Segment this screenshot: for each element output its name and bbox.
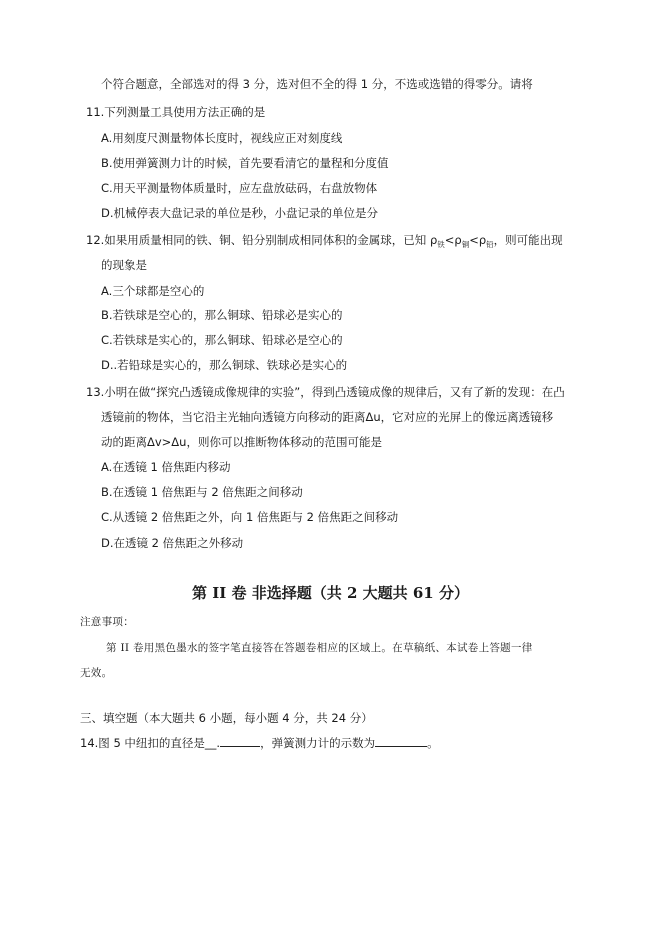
- q11-option-d: D.机械停表大盘记录的单位是秒，小盘记录的单位是分: [101, 206, 379, 220]
- q11-option-b: B.使用弹簧测力计的时候，首先要看清它的量程和分度值: [101, 156, 389, 170]
- q12-sub-copper: 铜: [461, 240, 470, 249]
- q13-option-c: C.从透镜 2 倍焦距之外，向 1 倍焦距与 2 倍焦距之间移动: [101, 510, 399, 524]
- q12-stem-line2: 的现象是: [101, 258, 147, 272]
- q12-option-a: A.三个球都是空心的: [101, 284, 205, 298]
- part3-heading: 三、填空题（本大题共 6 小题，每小题 4 分，共 24 分）: [80, 711, 373, 725]
- q14-mid: ，弹簧测力计的示数为: [260, 736, 376, 750]
- q14-blank-diameter[interactable]: [220, 734, 260, 747]
- q12-sub-lead: 铅: [486, 240, 494, 249]
- q11-option-c: C.用天平测量物体质量时，应左盘放砝码，右盘放物体: [101, 181, 378, 195]
- q14-blank1-prefix: __.: [204, 736, 221, 750]
- q13-option-d: D.在透镜 2 倍焦距之外移动: [101, 536, 244, 550]
- q13-option-a: A.在透镜 1 倍焦距内移动: [101, 460, 231, 474]
- q13-stem-line1: 13.小明在做“探究凸透镜成像规律的实验”，得到凸透镜成像的规律后，又有了新的发现：在凸: [86, 385, 565, 399]
- notice-line2: 无效。: [80, 667, 113, 679]
- q12-stem-pre: 12.如果用质量相同的铁、铜、铅分别制成相同体积的金属球，已知 ρ: [86, 233, 438, 247]
- q13-stem-line3: 动的距离Δv>Δu，则你可以推断物体移动的范围可能是: [101, 435, 382, 449]
- notice-heading: 注意事项：: [80, 616, 134, 628]
- notice-line1: 第 II 卷用黑色墨水的签字笔直接答在答题卷相应的区域上。在草稿纸、本试卷上答题一律: [106, 642, 533, 654]
- q14-end: 。: [427, 736, 439, 750]
- q12-lt-1: <ρ: [444, 233, 462, 247]
- q12-sub-iron: 铁: [437, 240, 445, 249]
- q12-stem-post: ，则可能出现: [493, 233, 563, 247]
- intro-line: 个符合题意，全部选对的得 3 分，选对但不全的得 1 分，不选或选错的得零分。请将: [101, 77, 533, 91]
- q14-blank-force[interactable]: [375, 734, 427, 747]
- q12-stem: [86, 232, 563, 250]
- q12-option-d: D..若铅球是实心的，那么铜球、铁球必是实心的: [101, 358, 348, 372]
- q12-option-c: C.若铁球是实心的，那么铜球、铅球必是空心的: [101, 333, 343, 347]
- q14-pre: 14.图 5 中纽扣的直径是: [80, 736, 205, 750]
- q13-stem-line2: 透镜前的物体，当它沿主光轴向透镜方向移动的距离Δu，它对应的光屏上的像远离透镜移: [101, 410, 554, 424]
- q13-option-b: B.在透镜 1 倍焦距与 2 倍焦距之间移动: [101, 485, 303, 499]
- q11-option-a: A.用刻度尺测量物体长度时，视线应正对刻度线: [101, 131, 343, 145]
- q12-option-b: B.若铁球是空心的，那么铜球、铅球必是实心的: [101, 308, 343, 322]
- section-title: 第 II 卷 非选择题（共 2 大题共 61 分）: [192, 584, 469, 602]
- q14-line: [80, 734, 439, 751]
- q12-lt-2: <ρ: [469, 233, 487, 247]
- q11-stem: 11.下列测量工具使用方法正确的是: [86, 105, 266, 119]
